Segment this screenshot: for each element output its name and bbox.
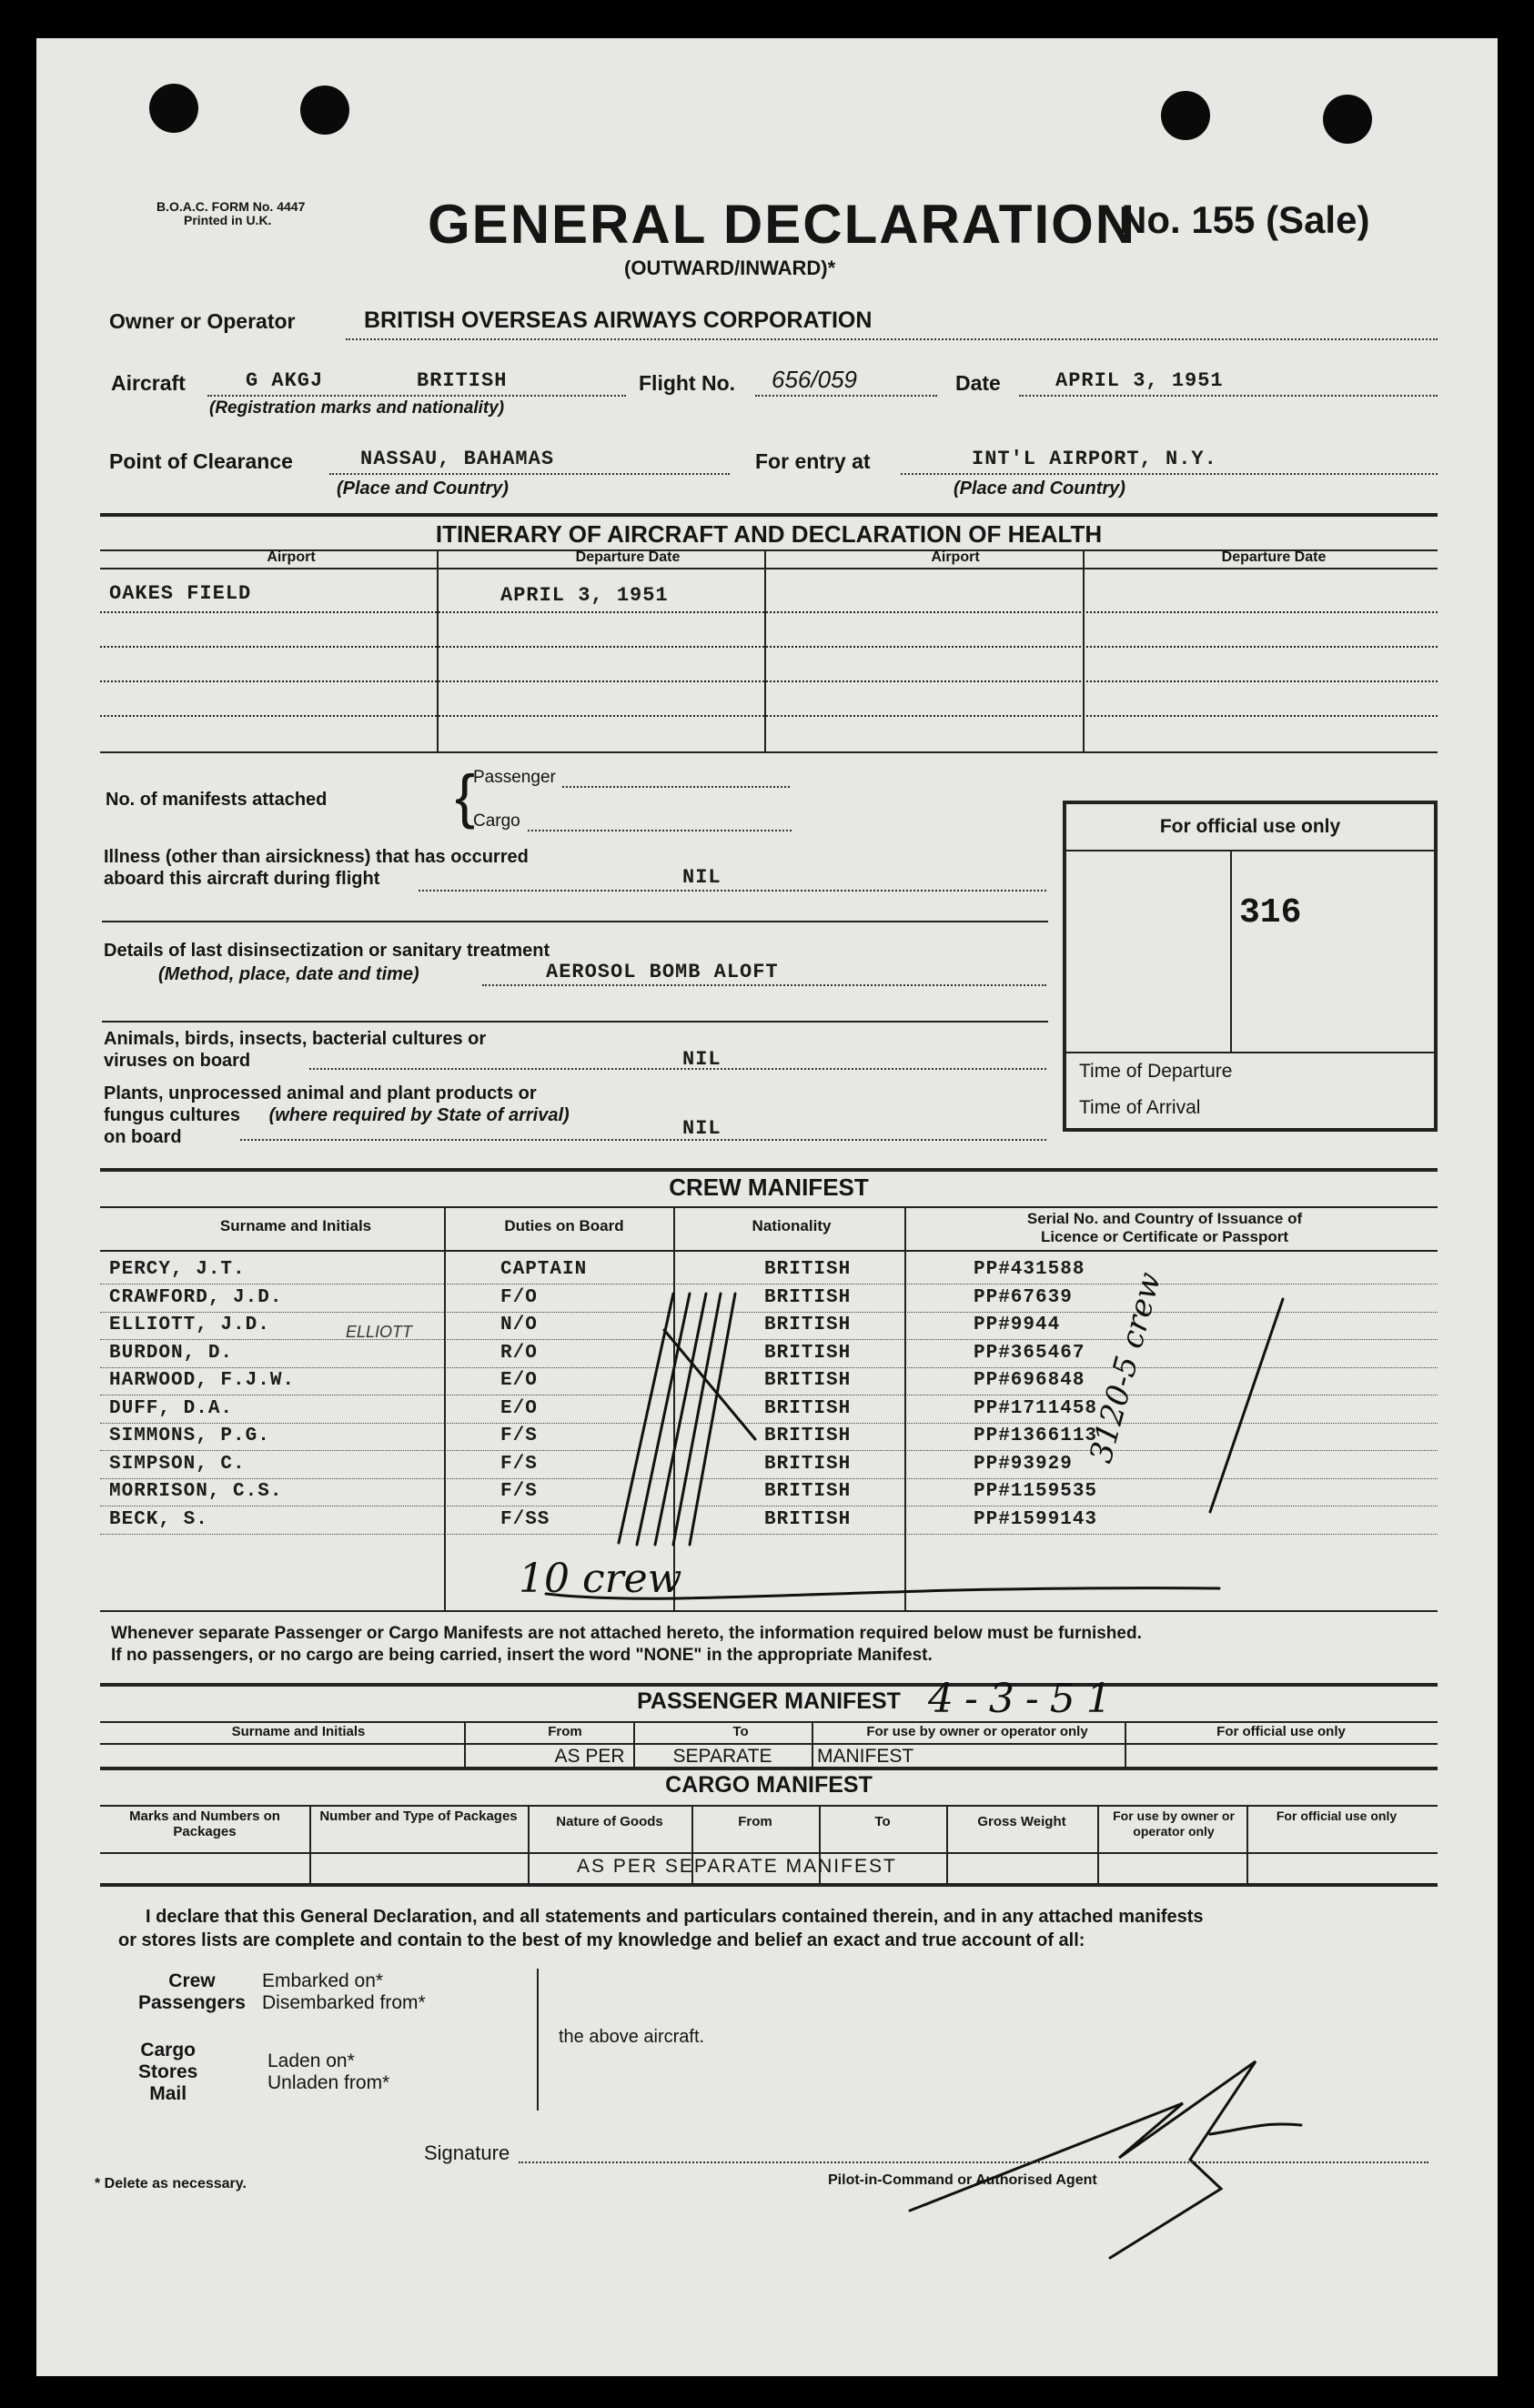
crew-passengers-labels: Crew Passengers <box>138 1970 246 2013</box>
time-of-departure-label: Time of Departure <box>1079 1061 1233 1082</box>
crew-serial: PP#93929 <box>974 1453 1073 1475</box>
aircraft-nationality: BRITISH <box>417 369 508 392</box>
handwritten-date: 4-3-51 <box>928 1676 1123 1722</box>
crew-name: PERCY, J.T. <box>109 1259 246 1280</box>
laden-options: Laden on* Unladen from* <box>267 2050 390 2093</box>
crew-duty: CAPTAIN <box>500 1259 588 1280</box>
crew-nationality: BRITISH <box>764 1508 852 1530</box>
itinerary-header-departure-2: Departure Date <box>1221 549 1327 565</box>
flight-value: 656/059 <box>772 366 857 393</box>
entry-value: INT'L AIRPORT, N.Y. <box>972 448 1217 470</box>
crew-name: BECK, S. <box>109 1508 208 1530</box>
crew-nationality: BRITISH <box>764 1397 852 1419</box>
crew-duty: F/O <box>500 1286 538 1308</box>
plants-value: NIL <box>682 1117 722 1140</box>
disinsect-value: AEROSOL BOMB ALOFT <box>546 961 779 983</box>
passenger-manifest-title: PASSENGER MANIFEST <box>637 1688 901 1714</box>
signature-stroke <box>910 2061 1256 2258</box>
crew-nationality: BRITISH <box>764 1426 852 1446</box>
pax-to-value: SEPARATE <box>672 1746 772 1767</box>
cargo-manifest-title: CARGO MANIFEST <box>665 1772 873 1798</box>
pax-owner-value: MANIFEST <box>817 1746 914 1767</box>
crew-name: CRAWFORD, J.D. <box>109 1286 283 1308</box>
clearance-label: Point of Clearance <box>109 449 293 473</box>
declaration-text: I declare that this General Declaration, and all statements and particulars contained therein, and in any attached manifests or stores lists are complete and contain to the best of my knowledge and belief an exact and true account of all: <box>118 1907 1204 1950</box>
crew-serial: PP#1366113 <box>974 1426 1098 1446</box>
crew-serial: PP#67639 <box>974 1286 1073 1308</box>
crew-name: HARWOOD, F.J.W. <box>109 1370 296 1391</box>
declaration-number: No. 155 (Sale) <box>1119 198 1370 241</box>
crew-duty: N/O <box>500 1315 538 1335</box>
crew-duty: E/O <box>500 1397 538 1419</box>
manifests-label: No. of manifests attached <box>106 790 328 810</box>
handwritten-crew-count: 10 crew <box>519 1556 682 1602</box>
crew-nationality: BRITISH <box>764 1342 852 1364</box>
entry-label: For entry at <box>755 449 871 473</box>
crew-nationality: BRITISH <box>764 1453 852 1475</box>
cargo-col-from: From <box>738 1814 772 1829</box>
pax-from-value: AS PER <box>554 1746 625 1767</box>
disinsect-label: Details of last disinsectization or sanitary treatment (Method, place, date and time) <box>104 941 550 984</box>
animals-label: Animals, birds, insects, bacterial cultures or viruses on board <box>104 1029 487 1071</box>
handwritten-elliott: ELLIOTT <box>346 1323 413 1341</box>
page-title: GENERAL DECLARATION <box>428 194 1137 255</box>
crew-duty: F/S <box>500 1426 538 1446</box>
illness-label: Illness (other than airsickness) that has occurred aboard this aircraft during flight <box>104 847 529 889</box>
crew-serial: PP#696848 <box>974 1370 1085 1391</box>
crew-nationality: BRITISH <box>764 1286 852 1308</box>
crew-serial: PP#1159535 <box>974 1481 1098 1502</box>
date-value: APRIL 3, 1951 <box>1055 369 1224 392</box>
cargo-col-official: For official use only <box>1276 1809 1398 1823</box>
embark-options: Embarked on* Disembarked from* <box>262 1970 426 2013</box>
signature-label: Signature <box>424 2141 510 2164</box>
manifest-notice: Whenever separate Passenger or Cargo Manifests are not attached hereto, the information required below must be furnished. If no passengers, or no cargo are being carried, insert the word "NONE" in the appropriate Manifest. <box>111 1624 1142 1665</box>
crew-nationality: BRITISH <box>764 1315 852 1335</box>
itinerary-header-airport-2: Airport <box>931 549 980 565</box>
cargo-stores-mail-labels: Cargo Stores Mail <box>138 2040 198 2104</box>
check-line <box>1210 1299 1283 1512</box>
form-number: B.O.A.C. FORM No. 4447 Printed in U.K. <box>156 199 306 227</box>
pax-col-name: Surname and Initials <box>231 1724 366 1739</box>
clearance-value: NASSAU, BAHAMAS <box>360 448 555 470</box>
owner-value: BRITISH OVERSEAS AIRWAYS CORPORATION <box>364 307 873 333</box>
owner-label: Owner or Operator <box>109 309 296 333</box>
aircraft-label: Aircraft <box>111 371 186 395</box>
cargo-col-owner: For use by owner or operator only <box>1113 1809 1235 1839</box>
crew-nationality: BRITISH <box>764 1481 852 1502</box>
pilot-label: Pilot-in-Command or Authorised Agent <box>828 2172 1097 2188</box>
pax-col-official: For official use only <box>1216 1724 1346 1739</box>
crew-duty: F/S <box>500 1481 538 1502</box>
crew-name: SIMPSON, C. <box>109 1453 246 1475</box>
itinerary-header-airport: Airport <box>267 549 316 565</box>
crew-serial: PP#9944 <box>974 1315 1061 1335</box>
aircraft-registration: G AKGJ <box>246 369 324 392</box>
crew-name: ELLIOTT, J.D. <box>109 1315 270 1335</box>
cargo-col-number: Number and Type of Packages <box>319 1809 518 1824</box>
crew-duty: F/SS <box>500 1508 550 1530</box>
crew-col-nationality: Nationality <box>752 1217 832 1234</box>
crew-duty: F/S <box>500 1453 538 1475</box>
plants-label: Plants, unprocessed animal and plant products or fungus cultures (where required by State of arrival) on board <box>104 1083 570 1147</box>
crew-nationality: BRITISH <box>764 1259 852 1280</box>
cargo-row-value: AS PER SEPARATE MANIFEST <box>577 1856 897 1877</box>
crew-col-duties: Duties on Board <box>504 1217 624 1234</box>
crew-name: DUFF, D.A. <box>109 1397 234 1419</box>
crew-nationality: BRITISH <box>764 1370 852 1391</box>
crew-name: BURDON, D. <box>109 1342 234 1364</box>
crew-serial: PP#431588 <box>974 1259 1085 1280</box>
itinerary-title: ITINERARY OF AIRCRAFT AND DECLARATION OF HEALTH <box>435 520 1103 548</box>
crew-name: MORRISON, C.S. <box>109 1481 283 1502</box>
passenger-label: Passenger <box>473 768 556 787</box>
cargo-col-to: To <box>874 1814 891 1829</box>
crew-serial: PP#1711458 <box>974 1397 1098 1419</box>
handwriting-overlay <box>36 38 1498 2376</box>
crew-serial: PP#1599143 <box>974 1508 1098 1530</box>
crew-duty: E/O <box>500 1370 538 1391</box>
crew-duty: R/O <box>500 1342 538 1364</box>
official-number: 316 <box>1239 893 1302 932</box>
date-label: Date <box>955 371 1001 395</box>
illness-value: NIL <box>682 866 722 889</box>
official-use-title: For official use only <box>1066 804 1434 851</box>
declaration-sheet: B.O.A.C. FORM No. 4447 Printed in U.K. GENERAL DECLARATION No. 155 (Sale) (OUTWARD/INWARD)* Owner or Operator BRITISH OVERSEAS AIRWAYS CORPORATION Aircraft G AKGJ BRITISH (Registration marks and nationality) Flight No. 656/059 Date APRIL 3, 1951 Point of Clearance NASSAU, BAHAMAS (Place and Country) For entry at INT'L AIRPORT, N.Y. (Place and Country) ITINERARY OF AIRCRAFT AND DECLARATION OF HEALTH Airport Departure Date Airport Departure Date OAKES FIELD APRIL 3, 1951 No. of manifests attached { Passenger Cargo Illness (other than airsickness) that has occurred aboard this aircraft during flight NIL Details of last disinsectization or sanitary treatment (Method, place, date and time) AEROSOL BOMB ALOFT Animals, birds, insects, bacterial cultures or viruses on board NIL Plants, unprocessed animal and plant products or fungus cultures (where required by State of arrival) on board NIL For official use only 316 Time of Departure Time of Arrival CREW MANIFEST Surname and Initials Duties on Board Nationality Serial No. and Country of Issuance of Licence or Certificate or Passport PERCY, J.T. CAPTAIN BRITISH PP#431588 CRAWFORD, J.D. F/O BRITISH PP#67639 ELLIOTT, J.D. N/O BRITISH PP#9944 BURDON, D. R/O BRITISH PP#365467 HARWOOD, F.J.W. E/O BRITISH PP#696848 DUFF, D.A. E/O BRITISH PP#1711458 SIMMONS, P.G. F/S BRITISH PP#1366113 SIMPSON, C. F/S BRITISH PP#93929 MORRISON, C.S. F/S BRITISH PP#1159535 BECK, S. F/SS BRITISH PP#1599143 ELLIOTT 10 crew 3120-5 crew Whenever separate Passenger or Cargo Manifests are not attached hereto, the information required below must be furnished. If no passengers, or no cargo are being carried, insert the word "NONE" in the appropriate Manifest. PASSENGER MANIFEST 4-3-51 Surname and Initials From To For use by owner or operator only For official use only AS PER SEPARATE MANIFEST CARGO MANIFEST Marks and Numbers on Packages Number and Type of Packages Nature of Goods From To Gross Weight For use by owner or operator only For official use only AS PER SEPARATE MANIFEST I declare that this General Declaration, and all statements and particulars contained therein, and in any attached manifests or stores lists are complete and contain to the best of my knowledge and belief an exact and true account of all: Crew Passengers Embarked on* Disembarked from* Cargo Stores Mail Laden on* Unladen from* the above aircraft. Signature Pilot-in-Command or Authorised Agent * Delete as necessary. <box>36 38 1498 2376</box>
delete-note: * Delete as necessary. <box>95 2176 247 2191</box>
cargo-label: Cargo <box>473 811 520 831</box>
animals-value: NIL <box>682 1048 722 1071</box>
above-aircraft-text: the above aircraft. <box>559 2027 705 2047</box>
crew-col-serial: Serial No. and Country of Issuance of Licence or Certificate or Passport <box>1026 1210 1303 1245</box>
page-subtitle: (OUTWARD/INWARD)* <box>624 257 836 279</box>
pax-col-to: To <box>732 1724 749 1739</box>
itinerary-header-departure: Departure Date <box>575 549 681 565</box>
itinerary-airport-value: OAKES FIELD <box>109 582 252 605</box>
pax-col-from: From <box>548 1724 582 1739</box>
crew-col-name: Surname and Initials <box>219 1217 372 1234</box>
cargo-col-nature: Nature of Goods <box>556 1814 663 1829</box>
itinerary-departure-value: APRIL 3, 1951 <box>500 584 669 607</box>
entry-caption: (Place and Country) <box>954 479 1125 499</box>
crew-manifest-title: CREW MANIFEST <box>669 1174 869 1201</box>
crew-serial: PP#365467 <box>974 1342 1085 1364</box>
clearance-caption: (Place and Country) <box>337 479 509 499</box>
time-of-arrival-label: Time of Arrival <box>1079 1097 1201 1118</box>
cargo-col-marks: Marks and Numbers on Packages <box>129 1809 280 1839</box>
pax-col-owner: For use by owner or operator only <box>866 1724 1088 1739</box>
aircraft-caption: (Registration marks and nationality) <box>209 398 505 418</box>
flight-label: Flight No. <box>639 371 736 395</box>
crew-name: SIMMONS, P.G. <box>109 1426 270 1446</box>
handwritten-side-note: 3120-5 crew <box>1083 1268 1169 1467</box>
cargo-col-weight: Gross Weight <box>977 1814 1066 1829</box>
signature-stroke <box>1210 2124 1301 2134</box>
